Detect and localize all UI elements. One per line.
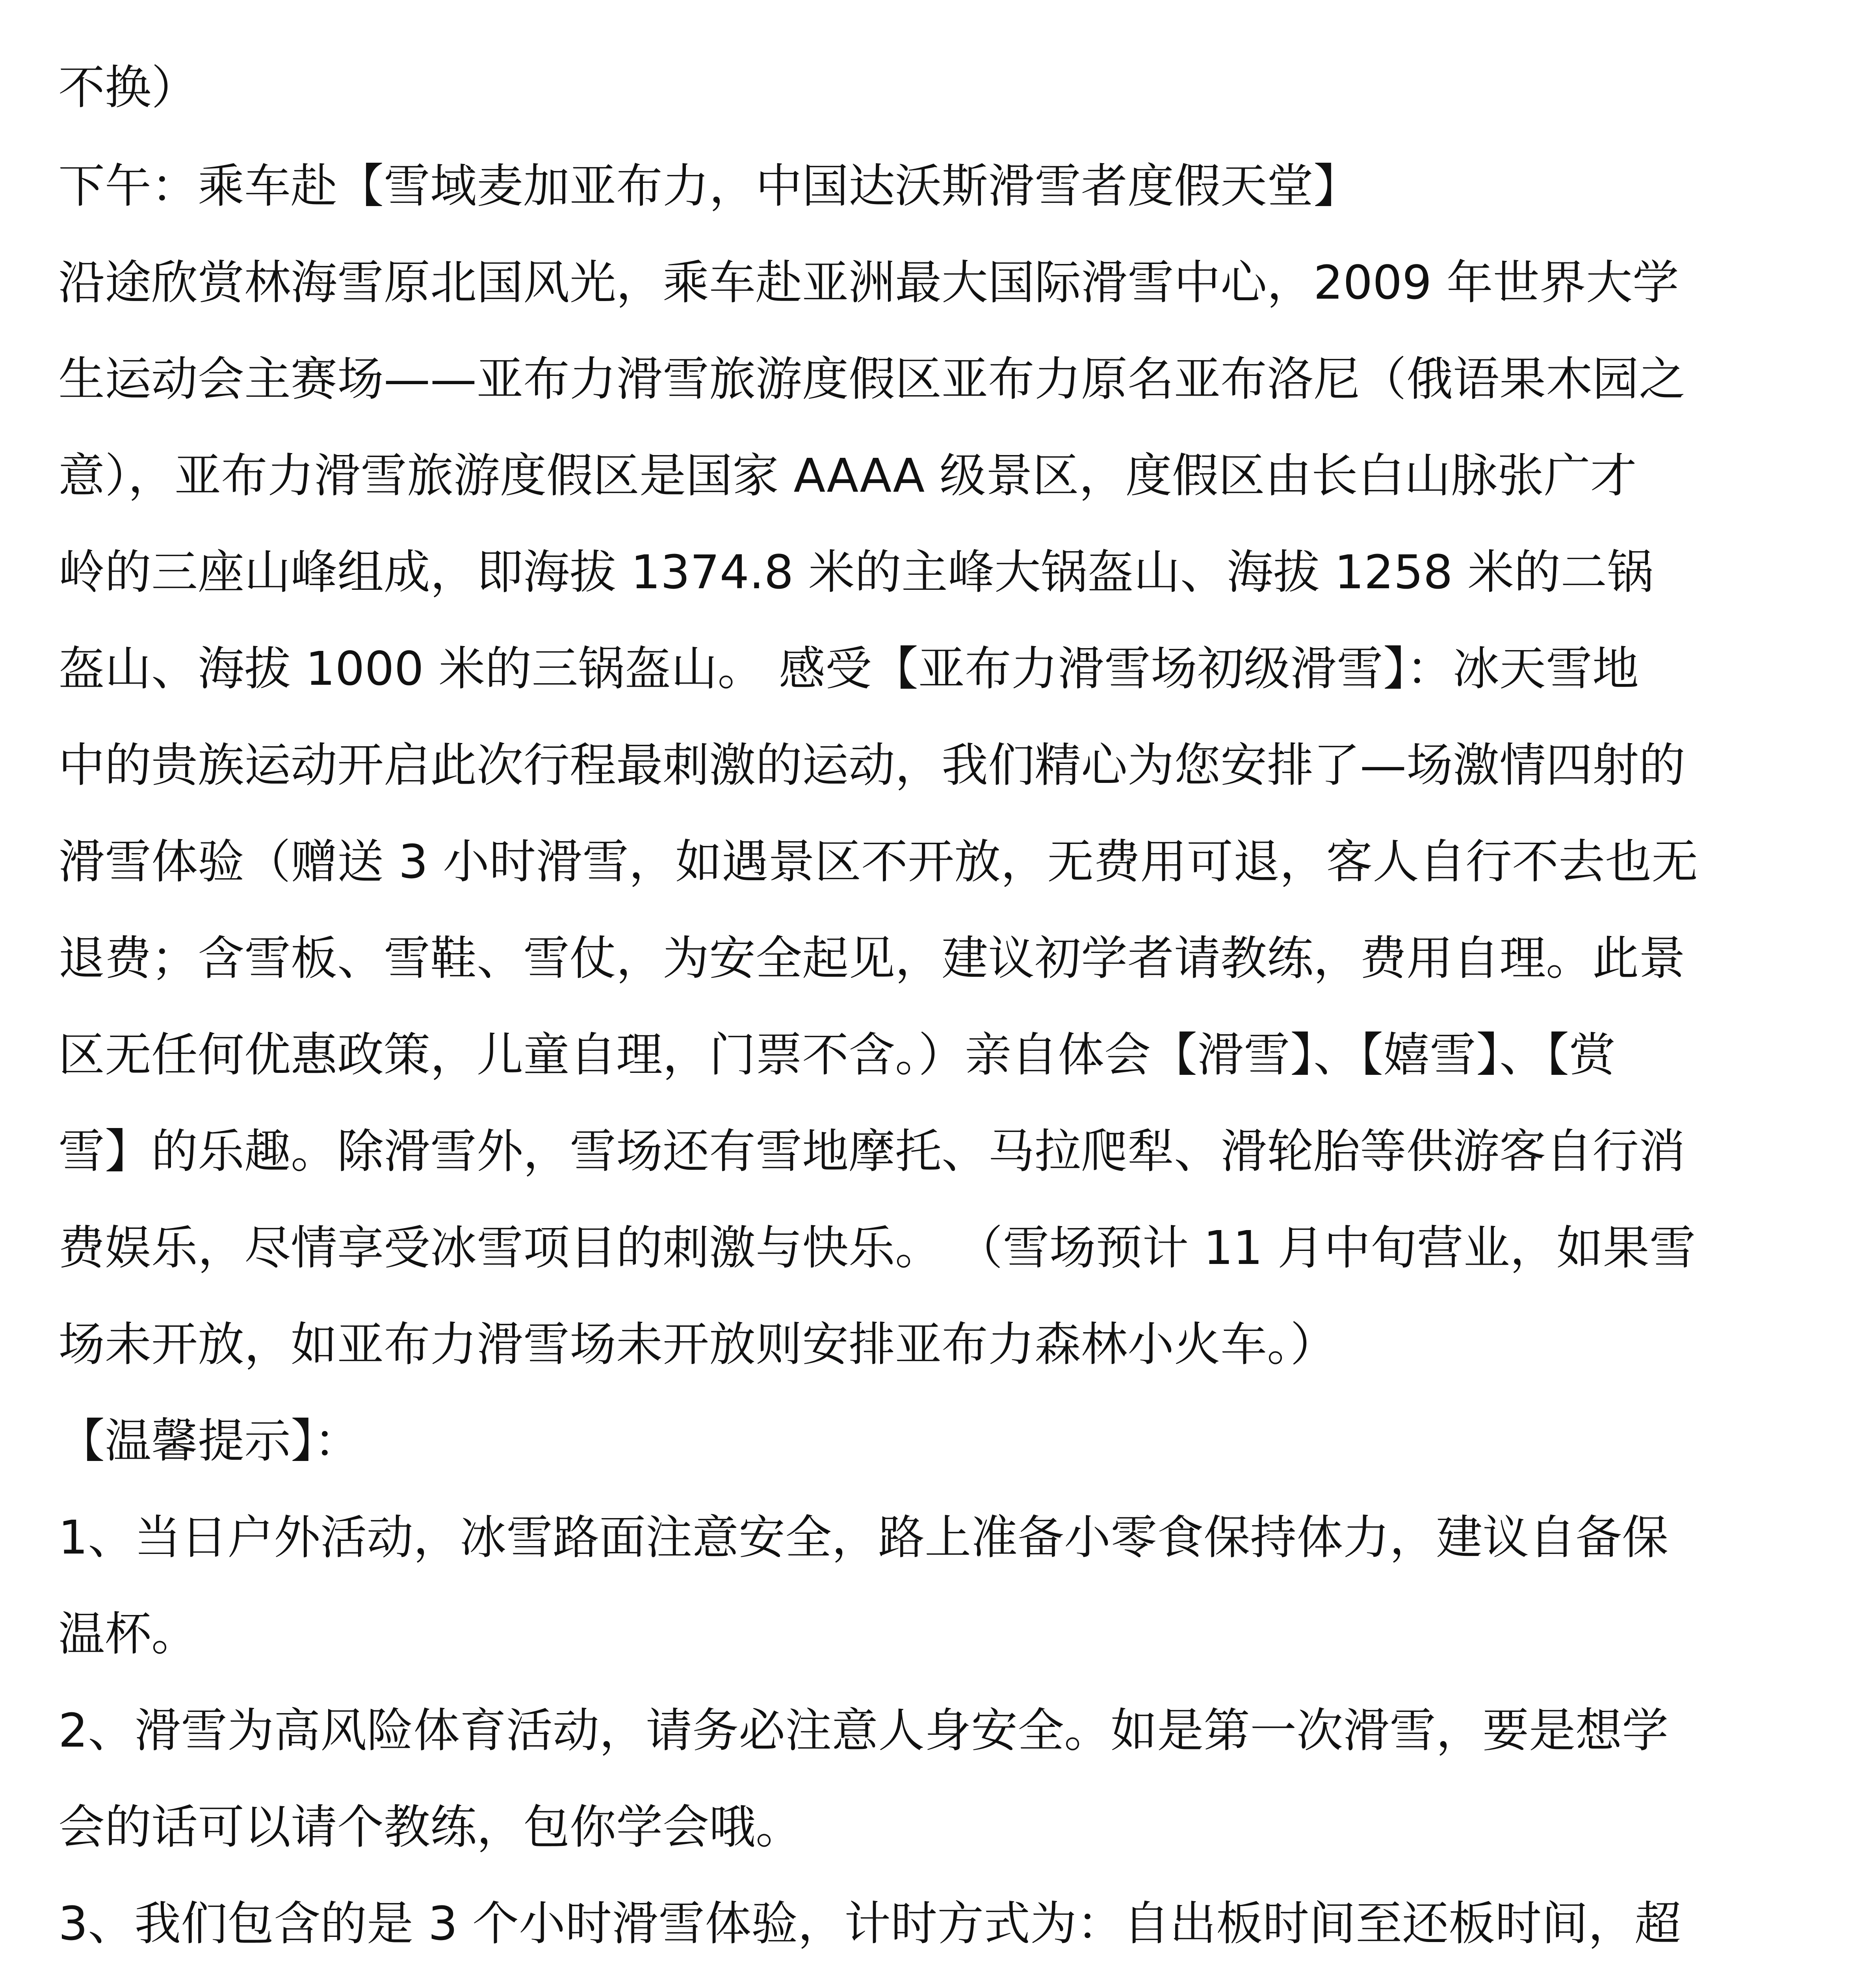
text-line: 盔山、海拔 1000 米的三锅盔山。 感受【亚布力滑雪场初级滑雪】：冰天雪地 — [58, 641, 1639, 696]
text-line: 会的话可以请个教练，包你学会哦。 — [58, 1800, 802, 1854]
text-line: 岭的三座山峰组成，即海拔 1374.8 米的主峰大锅盔山、海拔 1258 米的二锅 — [58, 545, 1654, 599]
text-line: 温杯。 — [58, 1607, 198, 1661]
text-line: 雪】的乐趣。除滑雪外，雪场还有雪地摩托、马拉爬犁、滑轮胎等供游客自行消 — [58, 1124, 1686, 1178]
text-line: 1、当日户外活动，冰雪路面注意安全，路上准备小零食保持体力，建议自备保 — [58, 1510, 1669, 1565]
text-line: 2、滑雪为高风险体育活动，请务必注意人身安全。如是第一次滑雪，要是想学 — [58, 1703, 1669, 1758]
text-line: 不换） — [58, 60, 198, 115]
text-line: 3、我们包含的是 3 个小时滑雪体验，计时方式为：自出板时间至还板时间，超 — [58, 1896, 1681, 1951]
text-line: 生运动会主赛场——亚布力滑雪旅游度假区亚布力原名亚布洛尼（俄语果木园之 — [58, 352, 1686, 406]
text-line: 区无任何优惠政策，儿童自理，门票不含。）亲自体会【滑雪】、【嬉雪】、【赏 — [58, 1028, 1616, 1082]
text-line: 滑雪体验（赠送 3 小时滑雪，如遇景区不开放，无费用可退，客人自行不去也无 — [58, 834, 1698, 889]
text-line: 沿途欣赏林海雪原北国风光，乘车赴亚洲最大国际滑雪中心，2009 年世界大学 — [58, 255, 1679, 310]
text-line: 退费；含雪板、雪鞋、雪仗，为安全起见，建议初学者请教练，费用自理。此景 — [58, 931, 1686, 985]
text-line: 场未开放，如亚布力滑雪场未开放则安排亚布力森林小火车。） — [58, 1317, 1337, 1372]
text-line: 【温馨提示】： — [58, 1414, 361, 1468]
text-line: 下午：乘车赴【雪域麦加亚布力，中国达沃斯滑雪者度假天堂】 — [58, 159, 1360, 213]
text-line: 费娱乐，尽情享受冰雪项目的刺激与快乐。 （雪场预计 11 月中旬营业，如果雪 — [58, 1221, 1696, 1275]
text-line: 意），亚布力滑雪旅游度假区是国家 AAAA 级景区，度假区由长白山脉张广才 — [58, 448, 1637, 503]
text-line: 中的贵族运动开启此次行程最刺激的运动，我们精心为您安排了—场激情四射的 — [58, 738, 1686, 792]
